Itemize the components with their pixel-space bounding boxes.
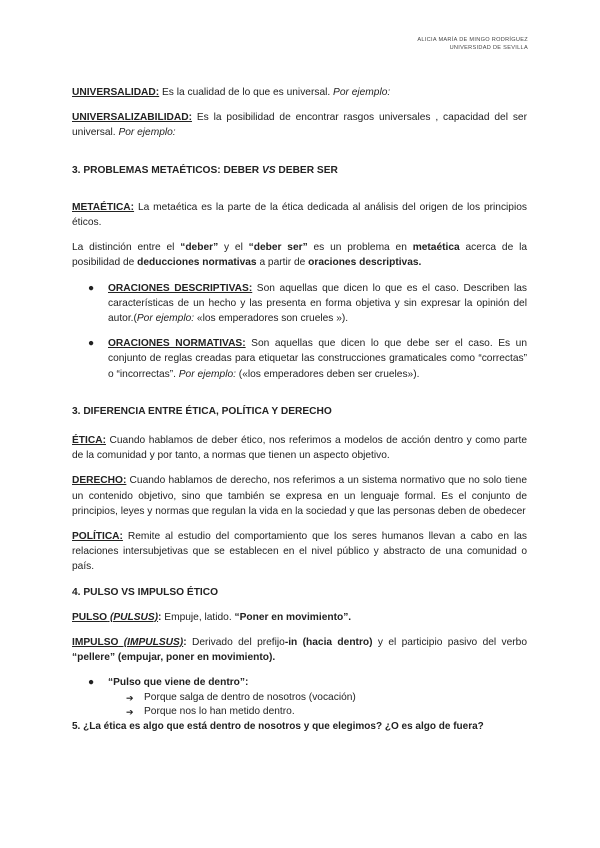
oraciones-list [72, 281, 527, 382]
arrow-icon: ➔ [126, 692, 134, 703]
term-etica: ÉTICA: [72, 435, 106, 447]
section-heading-pulso: 4. PULSO VS IMPULSO ÉTICO [72, 586, 219, 598]
term-pulso: PULSO [72, 611, 108, 623]
list-item-pulso-dentro: ● “Pulso que viene de dentro”: [72, 675, 527, 690]
term-derecho: DERECHO: [72, 475, 127, 487]
term-metaetica: METAÉTICA: [72, 201, 135, 213]
paragraph-impulso: IMPULSO (IMPULSUS): Derivado del prefijo-in (hacia dentro) y el participio pasivo del verbo “pellere” (empujar, poner en movimiento). [72, 637, 528, 664]
header-university: UNIVERSIDAD DE SEVILLA [449, 45, 528, 51]
section-heading-metaeticos: 3. PROBLEMAS METAÉTICOS: DEBER VS DEBER SER [72, 164, 338, 176]
paragraph-universalizabilidad: UNIVERSALIZABILIDAD: Es la posibilidad de encontrar rasgos universales , capacidad del ser universal. Por ejemplo: [72, 112, 527, 139]
document-body [72, 85, 527, 734]
paragraph-pulso: PULSO (PULSUS): Empuje, latido. “Poner en movimiento”. [72, 611, 352, 623]
term-universalidad: UNIVERSALIDAD: [72, 87, 160, 98]
bullet-icon: ● [88, 677, 95, 689]
paragraph-etica: ÉTICA: Cuando hablamos de deber ético, nos referimos a modelos de acción dentro y como parte de la comunidad y por tanto, a normas que tienen un aspecto objetivo. [72, 435, 527, 462]
section-heading-etica-dentro: 5. ¿La ética es algo que está dentro de nosotros y que elegimos? ¿O es algo de fuera? [72, 720, 484, 732]
pulso-list [72, 675, 527, 690]
paragraph-politica: POLÍTICA: Remite al estudio del comportamiento que los seres humanos llevan a cabo en las relaciones intersubjetivas que se establecen en el nivel público y abstracto de una comunidad o país. [72, 531, 527, 573]
term-politica: POLÍTICA: [72, 531, 123, 543]
term-impulso: IMPULSO [72, 637, 119, 649]
list-item-descriptivas: ● ORACIONES DESCRIPTIVAS: Son aquellas que dicen lo que es el caso. Describen las características de un hecho y las presenta en forma objetiva y sin expresar la opinión del autor.(Por ejemplo: «los emperadores son crueles »). [88, 282, 527, 325]
bullet-icon: ● [88, 282, 95, 294]
term-universalizabilidad: UNIVERSALIZABILIDAD: [72, 112, 192, 124]
sublist-item: ➔ Porque nos lo han metido dentro. [126, 705, 295, 717]
header-author: ALICIA MARÍA DE MINGO RODRÍGUEZ [417, 37, 528, 43]
paragraph-universalidad: UNIVERSALIDAD: Es la cualidad de lo que es universal. Por ejemplo: [72, 87, 391, 98]
bullet-icon: ● [88, 338, 95, 350]
list-item-normativas: ● ORACIONES NORMATIVAS: Son aquellas que dicen lo que debe ser el caso. Es un conjunto de reglas creadas para etiquetar las construcciones gramaticales como “correctas” o “incorrectas”. Por ejemplo: («los emperadores deben ser crueles»). [88, 338, 527, 380]
sublist-item: ➔ Porque salga de dentro de nosotros (vocación) [126, 691, 356, 703]
arrow-icon: ➔ [126, 706, 134, 717]
paragraph-distincion: La distinción entre el “deber” y el “deber ser” es un problema en metaética acerca de la posibilidad de deducciones normativas a partir de oraciones descriptivas. [72, 242, 527, 269]
paragraph-derecho: DERECHO: Cuando hablamos de derecho, nos referimos a un sistema normativo que no solo tiene un contenido objetivo, sino que también se expresa en un lenguaje formal. Es el conjunto de principios, leyes y normas que regulan la vida en la sociedad y que las personas deben de obedecer [72, 475, 527, 517]
section-heading-diferencia: 3. DIFERENCIA ENTRE ÉTICA, POLÍTICA Y DERECHO [72, 405, 332, 417]
paragraph-metaetica: METAÉTICA: La metaética es la parte de la ética dedicada al análisis del origen de los principios éticos. [72, 201, 527, 229]
page-header [417, 36, 528, 52]
pulso-sublist [72, 691, 527, 719]
